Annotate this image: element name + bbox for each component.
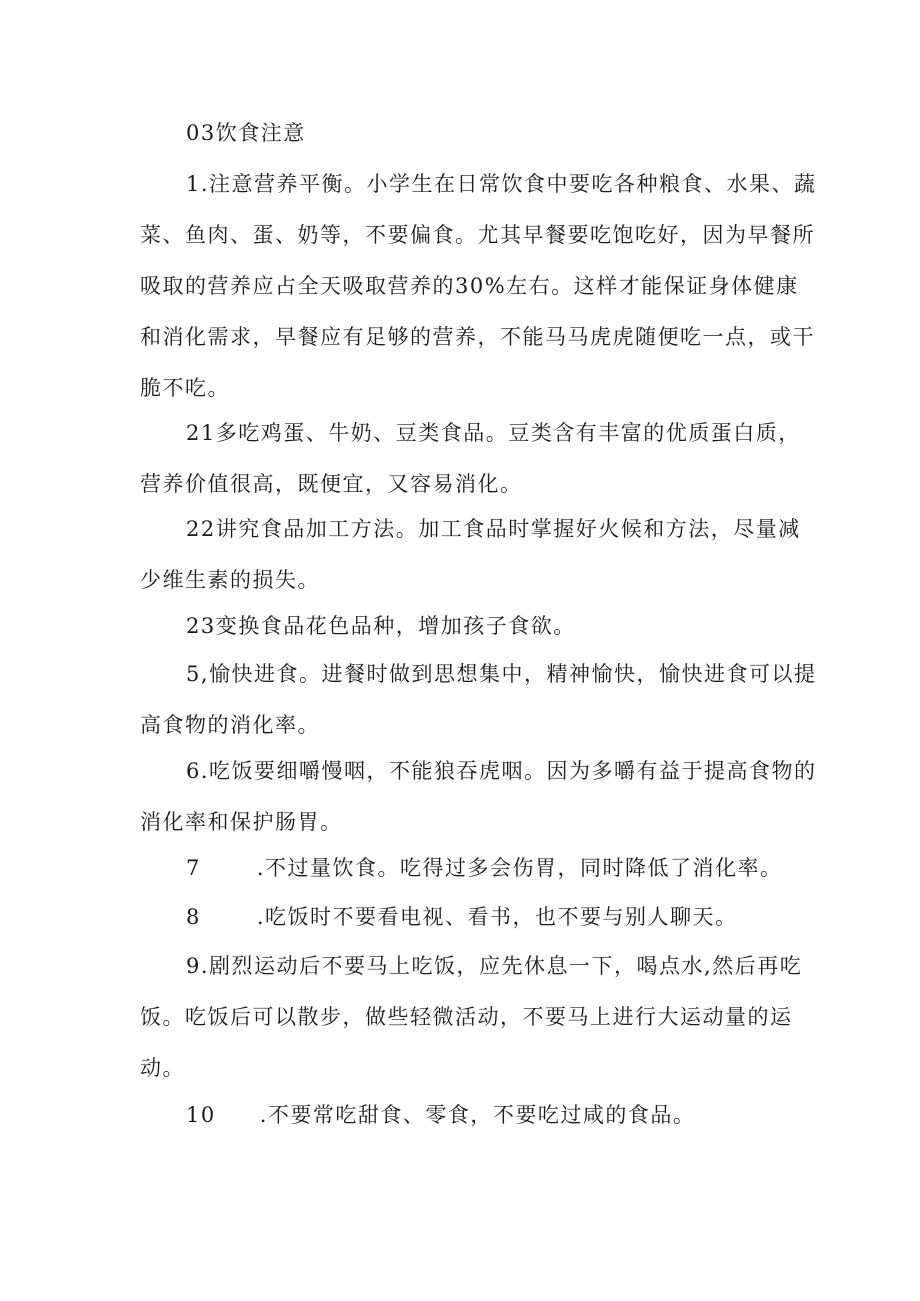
item-1: 1.注意营养平衡。小学生在日常饮食中要吃各种粮食、水果、蔬菜、鱼肉、蛋、奶等，不要偏食。尤其早餐要吃饱吃好，因为早餐所吸取的营养应占全天吸取营养的30%左右。这样才能保证身体健康和消化需求，早餐应有足够的营养，不能马马虎虎随便吃一点，或干脆不吃。: [140, 172, 817, 400]
item-7: [186, 843, 783, 894]
item-9: 9.剧烈运动后不要马上吃饭，应先休息一下，喝点水,然后再吃饭。吃饭后可以散步，做些轻微活动，不要马上进行大运动量的运动。: [140, 954, 803, 1080]
item-6: 6.吃饭要细嚼慢咽，不能狼吞虎咽。因为多嚼有益于提高食物的消化率和保护肠胃。: [140, 759, 817, 834]
item-10-number: 10: [186, 1103, 216, 1127]
item-7-text: .不过量饮食。吃得过多会伤胃，同时降低了消化率。: [256, 856, 783, 880]
item-7-number: 7: [186, 856, 201, 880]
item-3: 22讲究食品加工方法。加工食品时掌握好火候和方法，尽量减少维生素的损失。: [140, 517, 801, 592]
item-8-number: 8: [186, 905, 201, 929]
item-10-text: .不要常吃甜食、零食，不要吃过咸的食品。: [259, 1103, 696, 1127]
item-8-text: .吃饭时不要看电视、看书，也不要与别人聊天。: [256, 905, 738, 929]
item-2: 21多吃鸡蛋、牛奶、豆类食品。豆类含有丰富的优质蛋白质，营养价值很高，既便宜，又容易消化。: [140, 421, 801, 496]
item-8: [186, 892, 738, 943]
section-heading: 03饮食注意: [186, 121, 306, 145]
item-5: 5,愉快进食。进餐时做到思想集中，精神愉快，愉快进食可以提高食物的消化率。: [140, 662, 817, 737]
item-4: 23变换食品花色品种，增加孩子食欲。: [186, 614, 576, 638]
item-10: [186, 1090, 695, 1141]
